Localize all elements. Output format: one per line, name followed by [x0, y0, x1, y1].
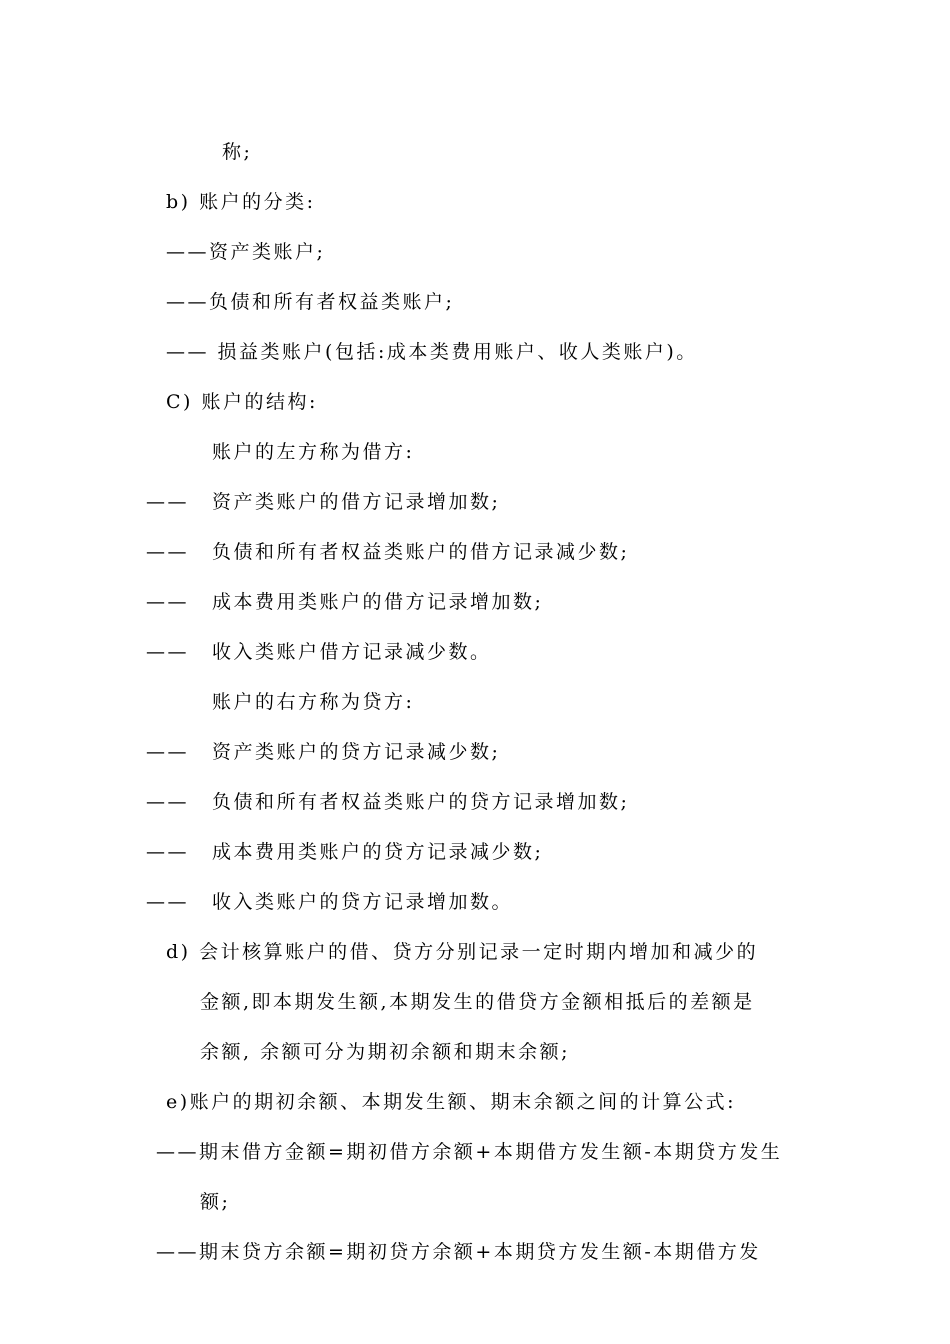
section-heading-d: d) 会计核算账户的借、贷方分别记录一定时期内增加和减少的 [166, 941, 759, 963]
dash-marker: —— [146, 841, 189, 863]
text-line-continuation: 称; [222, 141, 253, 163]
list-item-asset-accounts: ——资产类账户; [166, 241, 326, 263]
list-item-debit-cost: —— 成本费用类账户的借方记录增加数; [146, 591, 544, 613]
paragraph-continuation: 余额, 余额可分为期初余额和期末余额; [200, 1041, 570, 1063]
dash-marker: —— [146, 541, 189, 563]
list-item-credit-asset: —— 资产类账户的贷方记录减少数; [146, 741, 501, 763]
subheading-credit-side: 账户的右方称为贷方: [212, 691, 415, 713]
dash-marker: —— [146, 891, 189, 913]
list-item-liability-equity-accounts: ——负债和所有者权益类账户; [166, 291, 455, 313]
list-item-debit-asset: —— 资产类账户的借方记录增加数; [146, 491, 501, 513]
section-heading-b: b) 账户的分类: [166, 191, 316, 213]
formula-debit-ending-balance: ——期末借方金额=期初借方余额+本期借方发生额-本期贷方发生 [156, 1141, 783, 1163]
paragraph-continuation: 金额,即本期发生额,本期发生的借贷方金额相抵后的差额是 [200, 991, 755, 1013]
list-item-debit-liability: —— 负债和所有者权益类账户的借方记录减少数; [146, 541, 630, 563]
list-item-credit-income: —— 收入类账户的贷方记录增加数。 [146, 891, 514, 913]
dash-marker: —— [146, 741, 189, 763]
dash-marker: —— [146, 591, 189, 613]
list-item-credit-liability: —— 负债和所有者权益类账户的贷方记录增加数; [146, 791, 630, 813]
formula-continuation: 额; [200, 1191, 231, 1213]
dash-marker: —— [146, 641, 189, 663]
list-item-credit-cost: —— 成本费用类账户的贷方记录减少数; [146, 841, 544, 863]
list-item-debit-income: —— 收入类账户借方记录减少数。 [146, 641, 492, 663]
formula-credit-ending-balance: ——期末贷方余额=期初贷方余额+本期贷方发生额-本期借方发 [156, 1241, 761, 1263]
list-item-profit-loss-accounts: —— 损益类账户(包括:成本类费用账户、收人类账户)。 [166, 341, 698, 363]
section-heading-e: e)账户的期初余额、本期发生额、期末余额之间的计算公式: [166, 1091, 737, 1113]
dash-marker: —— [146, 791, 189, 813]
dash-marker: —— [146, 491, 189, 513]
subheading-debit-side: 账户的左方称为借方: [212, 441, 415, 463]
section-heading-c: C) 账户的结构: [166, 391, 318, 413]
